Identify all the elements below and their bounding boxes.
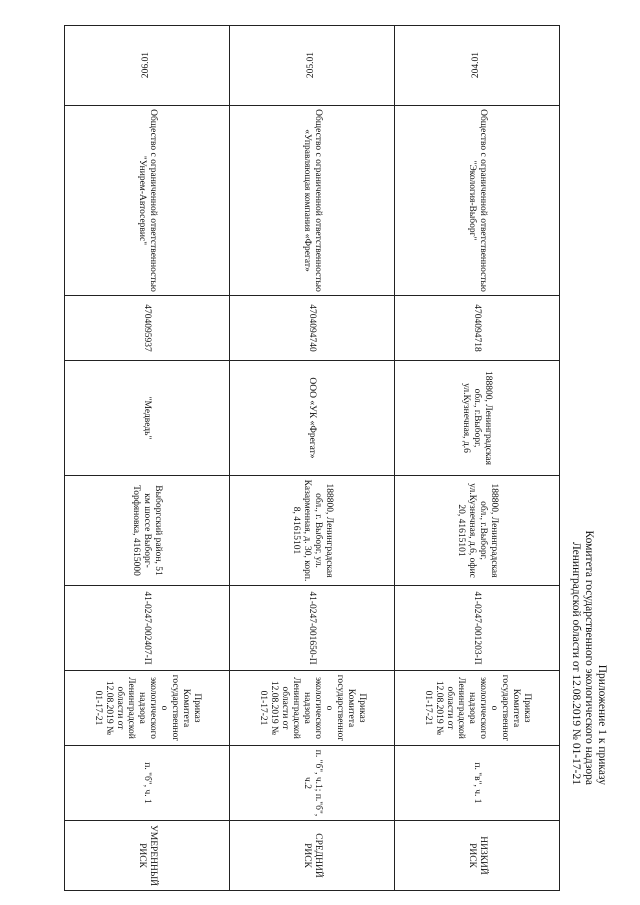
row-code-cell — [230, 26, 395, 106]
row-code-cell — [395, 26, 560, 106]
risk-category: СРЕДНИЙ РИСК — [230, 821, 395, 891]
inn: 4704094740 — [230, 296, 395, 361]
object-address: 188800, Ленинградская обл., г.Выборг, ул.Кузнечная, д.6, офис 20, 41615101 — [395, 476, 560, 586]
inn: 4704095937 — [65, 296, 230, 361]
header-line-3: Ленинградской области от 12.08.2019 № 01-17-21 — [570, 541, 582, 785]
legal-address: 188800, Ленинградская обл., г.Выборг, ул.Кузнечная, д.6 — [395, 361, 560, 476]
object-code: 41-0247-001650-П — [230, 586, 395, 671]
table-row — [65, 26, 230, 891]
criteria: п. "в", ч. 1 — [395, 746, 560, 821]
object-code: 41-0247-001203-П — [395, 586, 560, 671]
order-reference: Приказ Комитета государственного экологического надзора Ленинградской области от 12.08.2019 № 01-17-21 — [395, 671, 560, 746]
risk-category: УМЕРЕННЫЙ РИСК — [65, 821, 230, 891]
header-line-2: Комитета государственного экологического надзора — [583, 530, 595, 785]
object-address: Выборгский район, 51 км шоссе Выборг-Торфяновка, 41615000 — [65, 476, 230, 586]
inn: 4704094718 — [395, 296, 560, 361]
org-name: Общество с ограниченной ответственностью "Унирем-Автосервис" — [65, 106, 230, 296]
order-reference: Приказ Комитета государственного экологического надзора Ленинградской области от 12.08.2019 № 01-17-21 — [230, 671, 395, 746]
criteria: п. "б", ч. 1 — [65, 746, 230, 821]
org-name: Общество с ограниченной ответственностью "Экология-Выборг" — [395, 106, 560, 296]
criteria: п. "б", ч.1; п."б", ч.2 — [230, 746, 395, 821]
legal-address: "Медведь" — [65, 361, 230, 476]
row-code: 205.01 — [306, 52, 317, 79]
order-reference: Приказ Комитета государственного экологического надзора Ленинградской области от 12.08.2019 № 01-17-21 — [65, 671, 230, 746]
header-line-1: Приложение 1 к приказу — [596, 664, 608, 785]
row-code-cell — [65, 26, 230, 106]
row-code: 206.01 — [141, 52, 152, 79]
document-header — [569, 0, 608, 785]
object-address: 188800, Ленинградская обл., г. Выборг, ул. Казарменная, д. 30, корп. 8, 41615101 — [230, 476, 395, 586]
legal-address: ООО «УК «Фрегат» — [230, 361, 395, 476]
table-row — [230, 26, 395, 891]
risk-category: НИЗКИЙ РИСК — [395, 821, 560, 891]
object-code: 41-0247-002407-П — [65, 586, 230, 671]
row-code: 204.01 — [471, 52, 482, 79]
org-name: Общество с ограниченной ответственностью «Управляющая компания «Фрегат» — [230, 106, 395, 296]
registry-table — [64, 25, 560, 891]
table-row — [395, 26, 560, 891]
